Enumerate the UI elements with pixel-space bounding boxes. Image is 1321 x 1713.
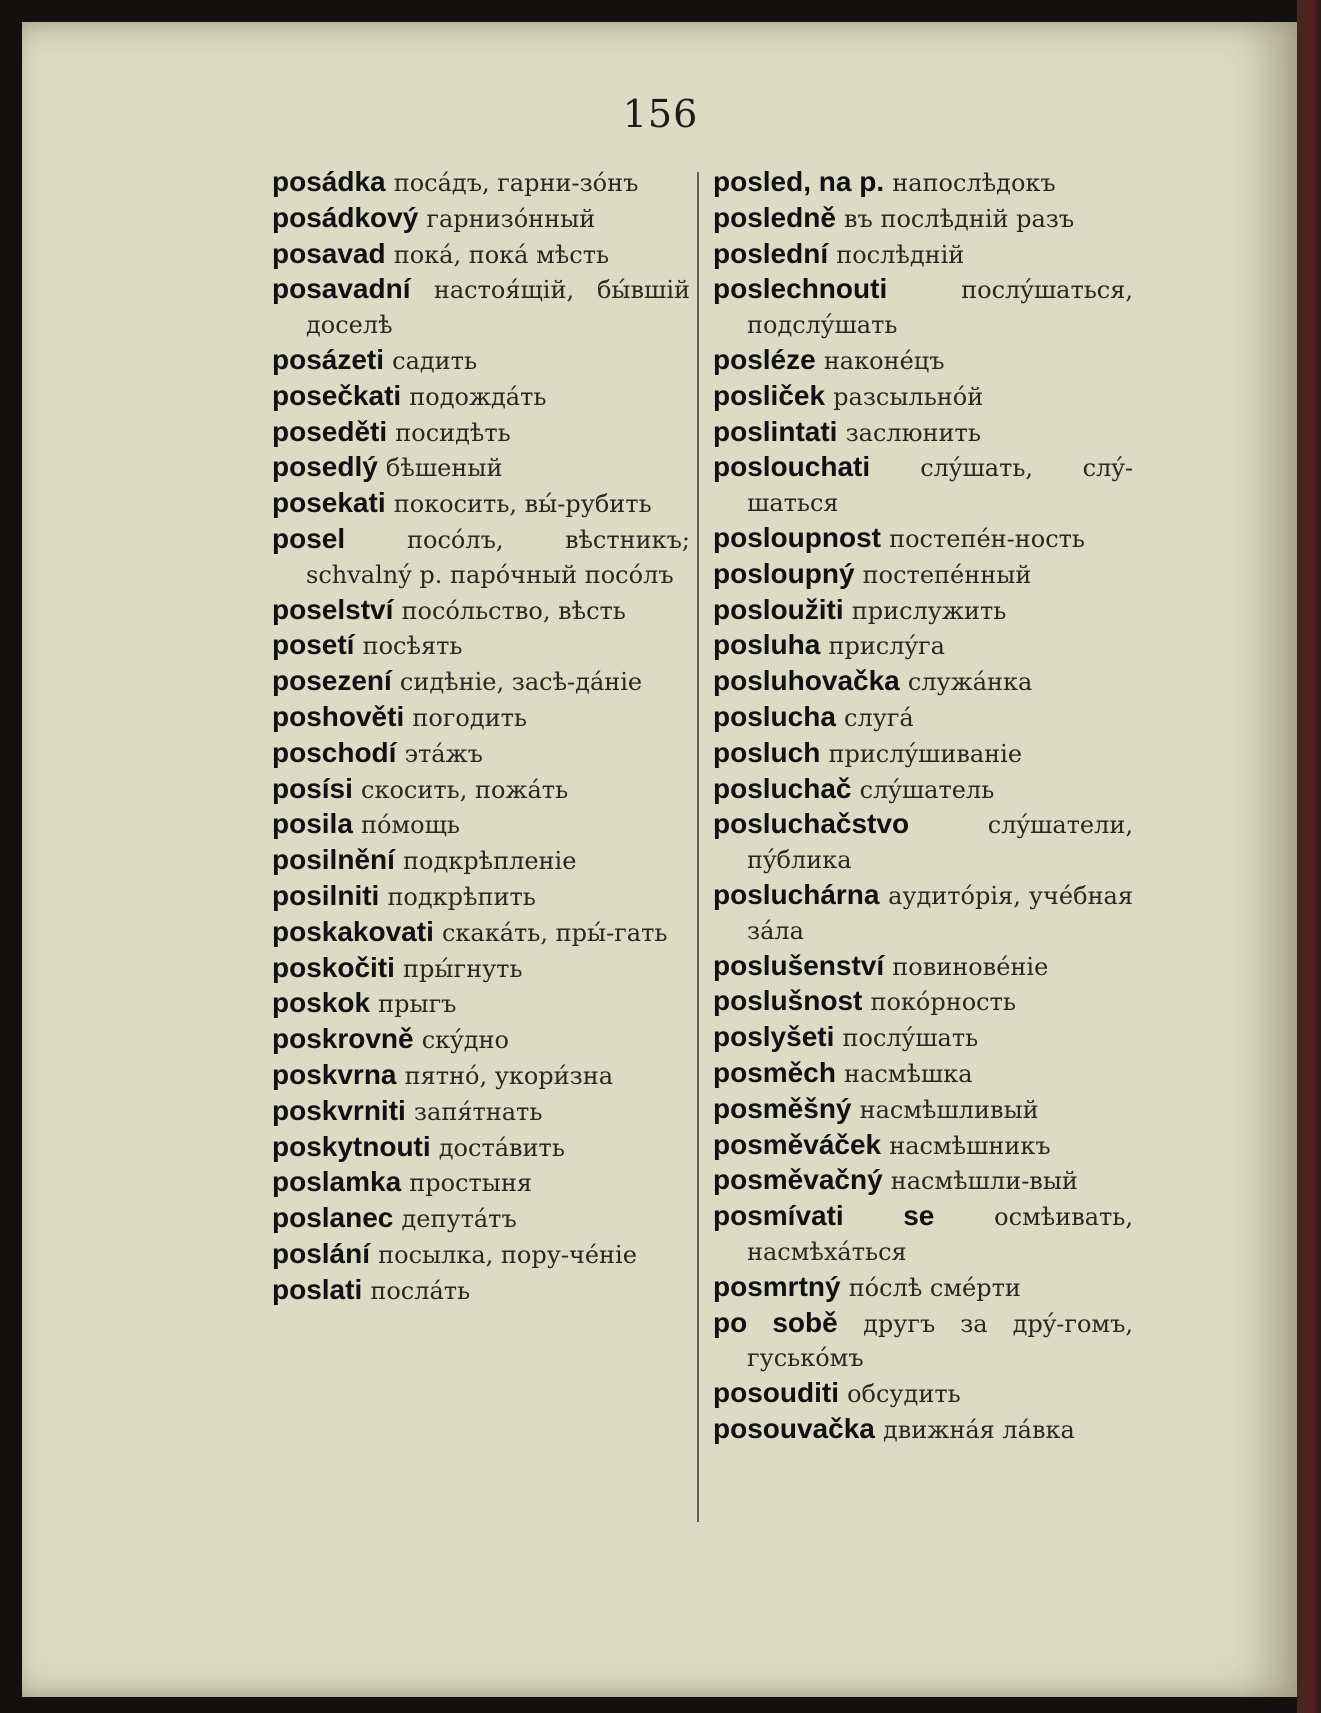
entry-term: posilnění (272, 844, 395, 876)
right-column (713, 165, 1133, 1448)
entry-term: posluch (713, 736, 821, 768)
dictionary-entry (713, 343, 1133, 379)
entry-term: posouvačka (713, 1412, 875, 1444)
page-number: 156 (622, 92, 699, 136)
entry-definition: аудитóрія, учéбная зáла (747, 881, 1134, 945)
dictionary-entry (713, 1020, 1133, 1056)
entry-term: poskytnouti (272, 1130, 431, 1162)
entry-term: posměch (713, 1056, 836, 1088)
entry-definition: посылка, пору-чéніе (378, 1240, 637, 1269)
entry-term: poskok (272, 987, 371, 1019)
dictionary-entry (272, 272, 690, 343)
entry-term: poskvrna (272, 1058, 397, 1090)
entry-term: posluhovačka (713, 665, 900, 697)
entry-definition: посóльство, вѣсть (401, 596, 626, 625)
entry-definition: простыня (409, 1169, 533, 1198)
entry-definition: прислýга (828, 632, 945, 661)
entry-definition: послýшаться, подслýшать (747, 276, 1133, 340)
entry-definition: послѣдній (836, 240, 965, 269)
dictionary-entry (272, 1094, 690, 1130)
dictionary-entry (272, 700, 690, 736)
dictionary-entry (713, 628, 1133, 664)
entry-definition: повиновéніе (892, 952, 1049, 981)
dictionary-entry (713, 984, 1133, 1020)
dictionary-entry (713, 557, 1133, 593)
entry-term: posilniti (272, 879, 380, 911)
entry-definition: служáнка (907, 668, 1033, 697)
dictionary-entry (272, 628, 690, 664)
entry-term: posádka (272, 166, 386, 197)
entry-definition: подкрѣпить (387, 882, 536, 911)
entry-term: poslintati (713, 415, 838, 447)
dictionary-entry (713, 1376, 1133, 1412)
entry-term: posádkový (272, 201, 419, 233)
entry-term: posouditi (713, 1377, 839, 1409)
entry-term: posloupný (713, 557, 855, 589)
dictionary-entry (713, 736, 1133, 772)
dictionary-entry (713, 700, 1133, 736)
dictionary-entry (713, 807, 1133, 878)
entry-definition: скакáть, пры́-гать (441, 918, 668, 947)
entry-term: poshověti (272, 700, 405, 732)
dictionary-entry (272, 772, 690, 808)
entry-term: poslušenství (713, 949, 885, 981)
entry-definition: прислужить (851, 596, 1007, 625)
dictionary-entry (713, 1092, 1133, 1128)
entry-definition: въ послѣдній разъ (844, 204, 1075, 233)
entry-term: posavad (272, 237, 386, 269)
entry-term: poskočiti (272, 951, 395, 983)
entry-definition: погодить (412, 703, 527, 732)
dictionary-entry (272, 807, 690, 843)
entry-term: posměváček (713, 1128, 882, 1160)
entry-definition: постепéн-ность (889, 524, 1085, 553)
entry-term: posměvačný (713, 1164, 883, 1196)
dictionary-entry (272, 343, 690, 379)
dictionary-entry (713, 1412, 1133, 1448)
entry-term: poslání (272, 1237, 371, 1269)
dictionary-entry (272, 1165, 690, 1201)
dictionary-entry (272, 379, 690, 415)
dictionary-entry (272, 1130, 690, 1166)
entry-term: posluha (713, 629, 821, 661)
dictionary-entry (713, 1306, 1133, 1377)
entry-definition: подождáть (409, 382, 547, 411)
book-edge (1297, 0, 1321, 1713)
dictionary-entry (272, 843, 690, 879)
dictionary-entry (713, 521, 1133, 557)
entry-term: posléze (713, 343, 816, 375)
entry-definition: слугá (844, 703, 914, 732)
entry-term: poslanec (272, 1202, 394, 1234)
dictionary-entry (713, 415, 1133, 451)
entry-term: posmrtný (713, 1270, 841, 1302)
dictionary-entry (272, 1022, 690, 1058)
entry-definition: обсудить (847, 1380, 961, 1409)
entry-definition: наконéцъ (823, 346, 945, 375)
entry-term: posluchač (713, 772, 852, 804)
entry-term: poslouchati (713, 451, 871, 483)
entry-definition: запя́тнать (413, 1097, 543, 1126)
dictionary-entry (272, 1237, 690, 1273)
entry-term: poslechnouti (713, 273, 888, 305)
entry-term: posluchačstvo (713, 808, 910, 840)
entry-definition: достáвить (438, 1133, 565, 1162)
entry-definition: скосить, пожáть (361, 775, 569, 804)
entry-definition: слýшать, слý-шаться (747, 454, 1133, 518)
dictionary-entry (272, 951, 690, 987)
dictionary-entry (272, 450, 690, 486)
entry-definition: насмѣшли-вый (890, 1167, 1078, 1196)
dictionary-entry (272, 664, 690, 700)
entry-definition: напослѣдокъ (892, 169, 1056, 197)
dictionary-entry (272, 736, 690, 772)
entry-definition: покосить, вы́-рубить (393, 490, 652, 519)
entry-term: posliček (713, 379, 826, 411)
dictionary-entry (272, 879, 690, 915)
dictionary-entry (272, 522, 690, 593)
entry-definition: бѣшеный (385, 454, 503, 483)
entry-definition: постепéнный (862, 560, 1032, 589)
dictionary-entry (713, 450, 1133, 521)
entry-term: po sobě (713, 1306, 838, 1338)
entry-definition: этáжъ (404, 739, 483, 768)
entry-definition: разсыльнóй (833, 382, 984, 411)
left-column (272, 165, 690, 1309)
entry-definition: садить (392, 346, 478, 375)
entry-definition: настоя́щій, бы́вшій доселѣ (306, 276, 690, 340)
dictionary-entry (713, 593, 1133, 629)
entry-term: posluchárna (713, 878, 880, 910)
dictionary-entry (713, 1128, 1133, 1164)
entry-definition: депутáтъ (401, 1205, 517, 1234)
dictionary-entry (713, 1270, 1133, 1306)
entry-definition: послýшать (842, 1024, 979, 1053)
entry-definition: заслюнить (845, 418, 981, 447)
entry-term: poslucha (713, 700, 836, 732)
column-divider (697, 172, 699, 1522)
entry-definition: скýдно (421, 1026, 509, 1055)
dictionary-entry (713, 272, 1133, 343)
entry-definition: покóрность (870, 988, 1016, 1017)
entry-definition: пры́гнуть (403, 954, 523, 983)
entry-term: poskakovati (272, 915, 434, 947)
dictionary-entry (272, 1273, 690, 1309)
entry-term: posetí (272, 629, 355, 661)
dictionary-entry (713, 878, 1133, 949)
entry-term: posavadní (272, 273, 411, 305)
dictionary-entry (713, 165, 1133, 201)
entry-definition: подкрѣпленіе (403, 847, 577, 876)
entry-term: posmívati se (713, 1200, 935, 1232)
entry-definition: прислýшиваніе (828, 739, 1023, 768)
entry-definition: осмѣивать, насмѣхáться (747, 1203, 1133, 1266)
entry-definition: слýшатели, пýблика (747, 811, 1133, 875)
entry-term: posel (272, 522, 346, 554)
entry-definition: другъ за дрý-гомъ, гуськóмъ (747, 1309, 1133, 1373)
entry-definition: посáдъ, гарни-зóнъ (393, 169, 639, 197)
dictionary-entry (713, 201, 1133, 237)
entry-term: posečkati (272, 379, 402, 411)
entry-definition: слýшатель (859, 775, 995, 804)
dictionary-entry (272, 986, 690, 1022)
entry-definition: покá, покá мѣсть (393, 240, 610, 269)
entry-term: posekati (272, 487, 386, 519)
entry-term: poslati (272, 1273, 363, 1305)
entry-definition: пятнó, укори́зна (404, 1061, 614, 1090)
entry-term: posila (272, 808, 353, 840)
dictionary-entry (713, 237, 1133, 273)
entry-term: poslušnost (713, 985, 863, 1017)
dictionary-entry (272, 593, 690, 629)
entry-term: poskrovně (272, 1023, 414, 1055)
entry-term: poslyšeti (713, 1021, 835, 1053)
entry-term: posled, na p. (713, 166, 885, 197)
dictionary-entry (713, 1199, 1133, 1270)
dictionary-entry (272, 165, 690, 201)
entry-term: posedlý (272, 451, 378, 483)
entry-definition: пóслѣ смéрти (848, 1273, 1021, 1302)
entry-definition: насмѣшка (844, 1059, 973, 1088)
entry-definition: сидѣніе, засѣ-дáніе (399, 668, 643, 697)
entry-definition: пóмощь (361, 811, 460, 840)
entry-term: posázeti (272, 343, 385, 375)
entry-definition: посѣять (362, 632, 463, 661)
entry-definition: движнáя лáвка (882, 1415, 1075, 1444)
dictionary-entry (272, 415, 690, 451)
dictionary-entry (272, 201, 690, 237)
entry-definition: прыгъ (378, 990, 457, 1019)
entry-definition: послáть (370, 1276, 471, 1305)
entry-term: poslamka (272, 1166, 402, 1198)
entry-term: posměšný (713, 1092, 852, 1124)
dictionary-entry (713, 772, 1133, 808)
entry-definition: насмѣшливый (859, 1095, 1039, 1124)
entry-term: posledně (713, 201, 836, 233)
entry-definition: посóлъ, вѣстникъ; schvalný p. парóчный посóлъ (306, 525, 690, 589)
entry-term: poselství (272, 593, 394, 625)
entry-term: poschodí (272, 736, 397, 768)
entry-term: poslední (713, 237, 829, 269)
entry-term: posezení (272, 665, 392, 697)
entry-term: posloužiti (713, 593, 844, 625)
dictionary-entry (272, 1058, 690, 1094)
dictionary-entry (713, 949, 1133, 985)
entry-term: poseděti (272, 415, 388, 447)
dictionary-entry (713, 1056, 1133, 1092)
dictionary-entry (713, 1163, 1133, 1199)
dictionary-entry (272, 915, 690, 951)
entry-definition: посидѣть (395, 418, 511, 447)
entry-definition: гарнизóнный (426, 204, 596, 233)
dictionary-entry (272, 1201, 690, 1237)
dictionary-entry (272, 486, 690, 522)
entry-term: posloupnost (713, 521, 881, 553)
entry-term: posísi (272, 772, 353, 804)
dictionary-entry (713, 379, 1133, 415)
entry-term: poskvrniti (272, 1094, 406, 1126)
dictionary-entry (272, 237, 690, 273)
entry-definition: насмѣшникъ (889, 1131, 1051, 1160)
dictionary-entry (713, 664, 1133, 700)
